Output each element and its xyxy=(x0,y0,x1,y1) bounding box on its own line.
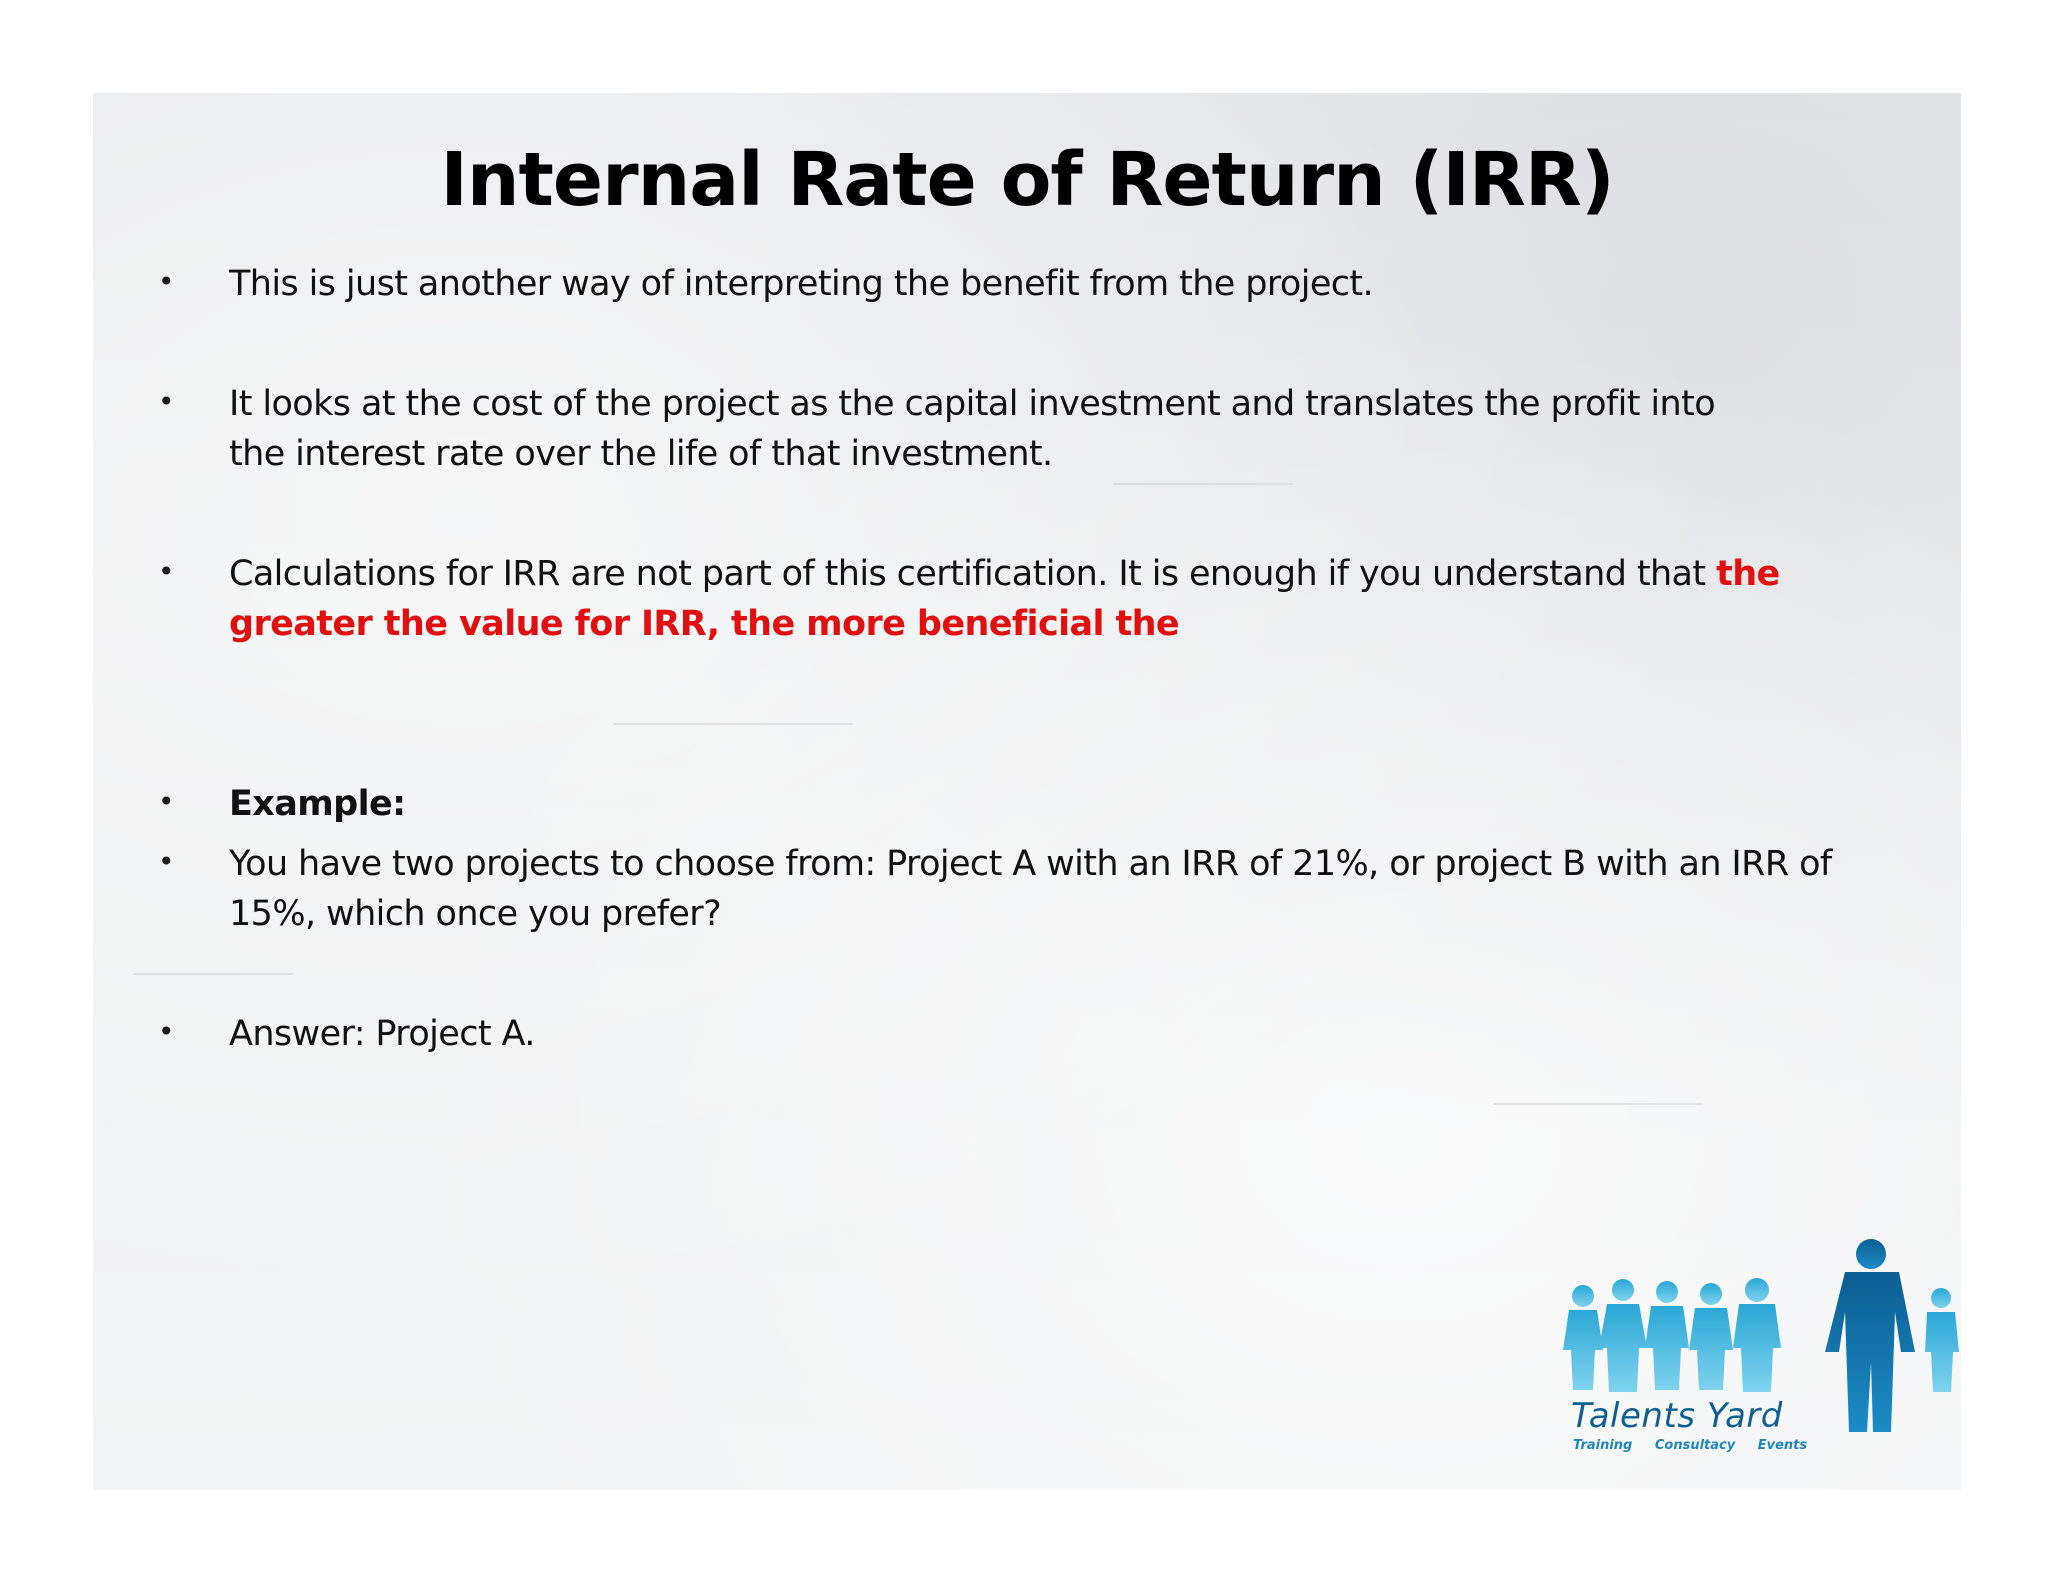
bullet-marker: • xyxy=(158,265,175,298)
bullet-text-1: This is just another way of interpreting the benefit from the project. xyxy=(229,264,1374,304)
talents-yard-logo xyxy=(1561,1238,1961,1468)
logo-name: Talents Yard xyxy=(1571,1396,1783,1436)
bullet-text-3-plain: Calculations for IRR are not part of this certification. It is enough if you understand that xyxy=(229,554,1717,594)
bullet-text-3 xyxy=(229,549,1789,649)
bullet-text-2: It looks at the cost of the project as the capital investment and translates the profit into the interest rate over the life of that investment. xyxy=(229,384,1716,474)
background-streak xyxy=(133,973,293,975)
bullet-text-question: You have two projects to choose from: Project A with an IRR of 21%, or project B with an IRR of 15%, which once you prefer? xyxy=(229,844,1832,934)
bullet-marker: • xyxy=(158,785,175,818)
slide xyxy=(93,93,1961,1490)
bullet-marker: • xyxy=(158,385,175,418)
bullet-text-example: Example: xyxy=(229,784,406,824)
bullet-marker: • xyxy=(158,555,175,588)
background-streak xyxy=(1493,1103,1703,1105)
bullet-text-3-emphasis: the greater the value for IRR, the more beneficial the xyxy=(229,554,1780,644)
bullet-marker: • xyxy=(158,1015,175,1048)
background-streak xyxy=(1113,483,1293,485)
slide-title: Internal Rate of Return (IRR) xyxy=(440,137,1614,223)
bullet-text-answer: Answer: Project A. xyxy=(229,1014,535,1054)
background-streak xyxy=(613,723,853,725)
logo-tagline: Training Consultacy Events xyxy=(1573,1438,1808,1453)
bullet-marker: • xyxy=(158,845,175,878)
